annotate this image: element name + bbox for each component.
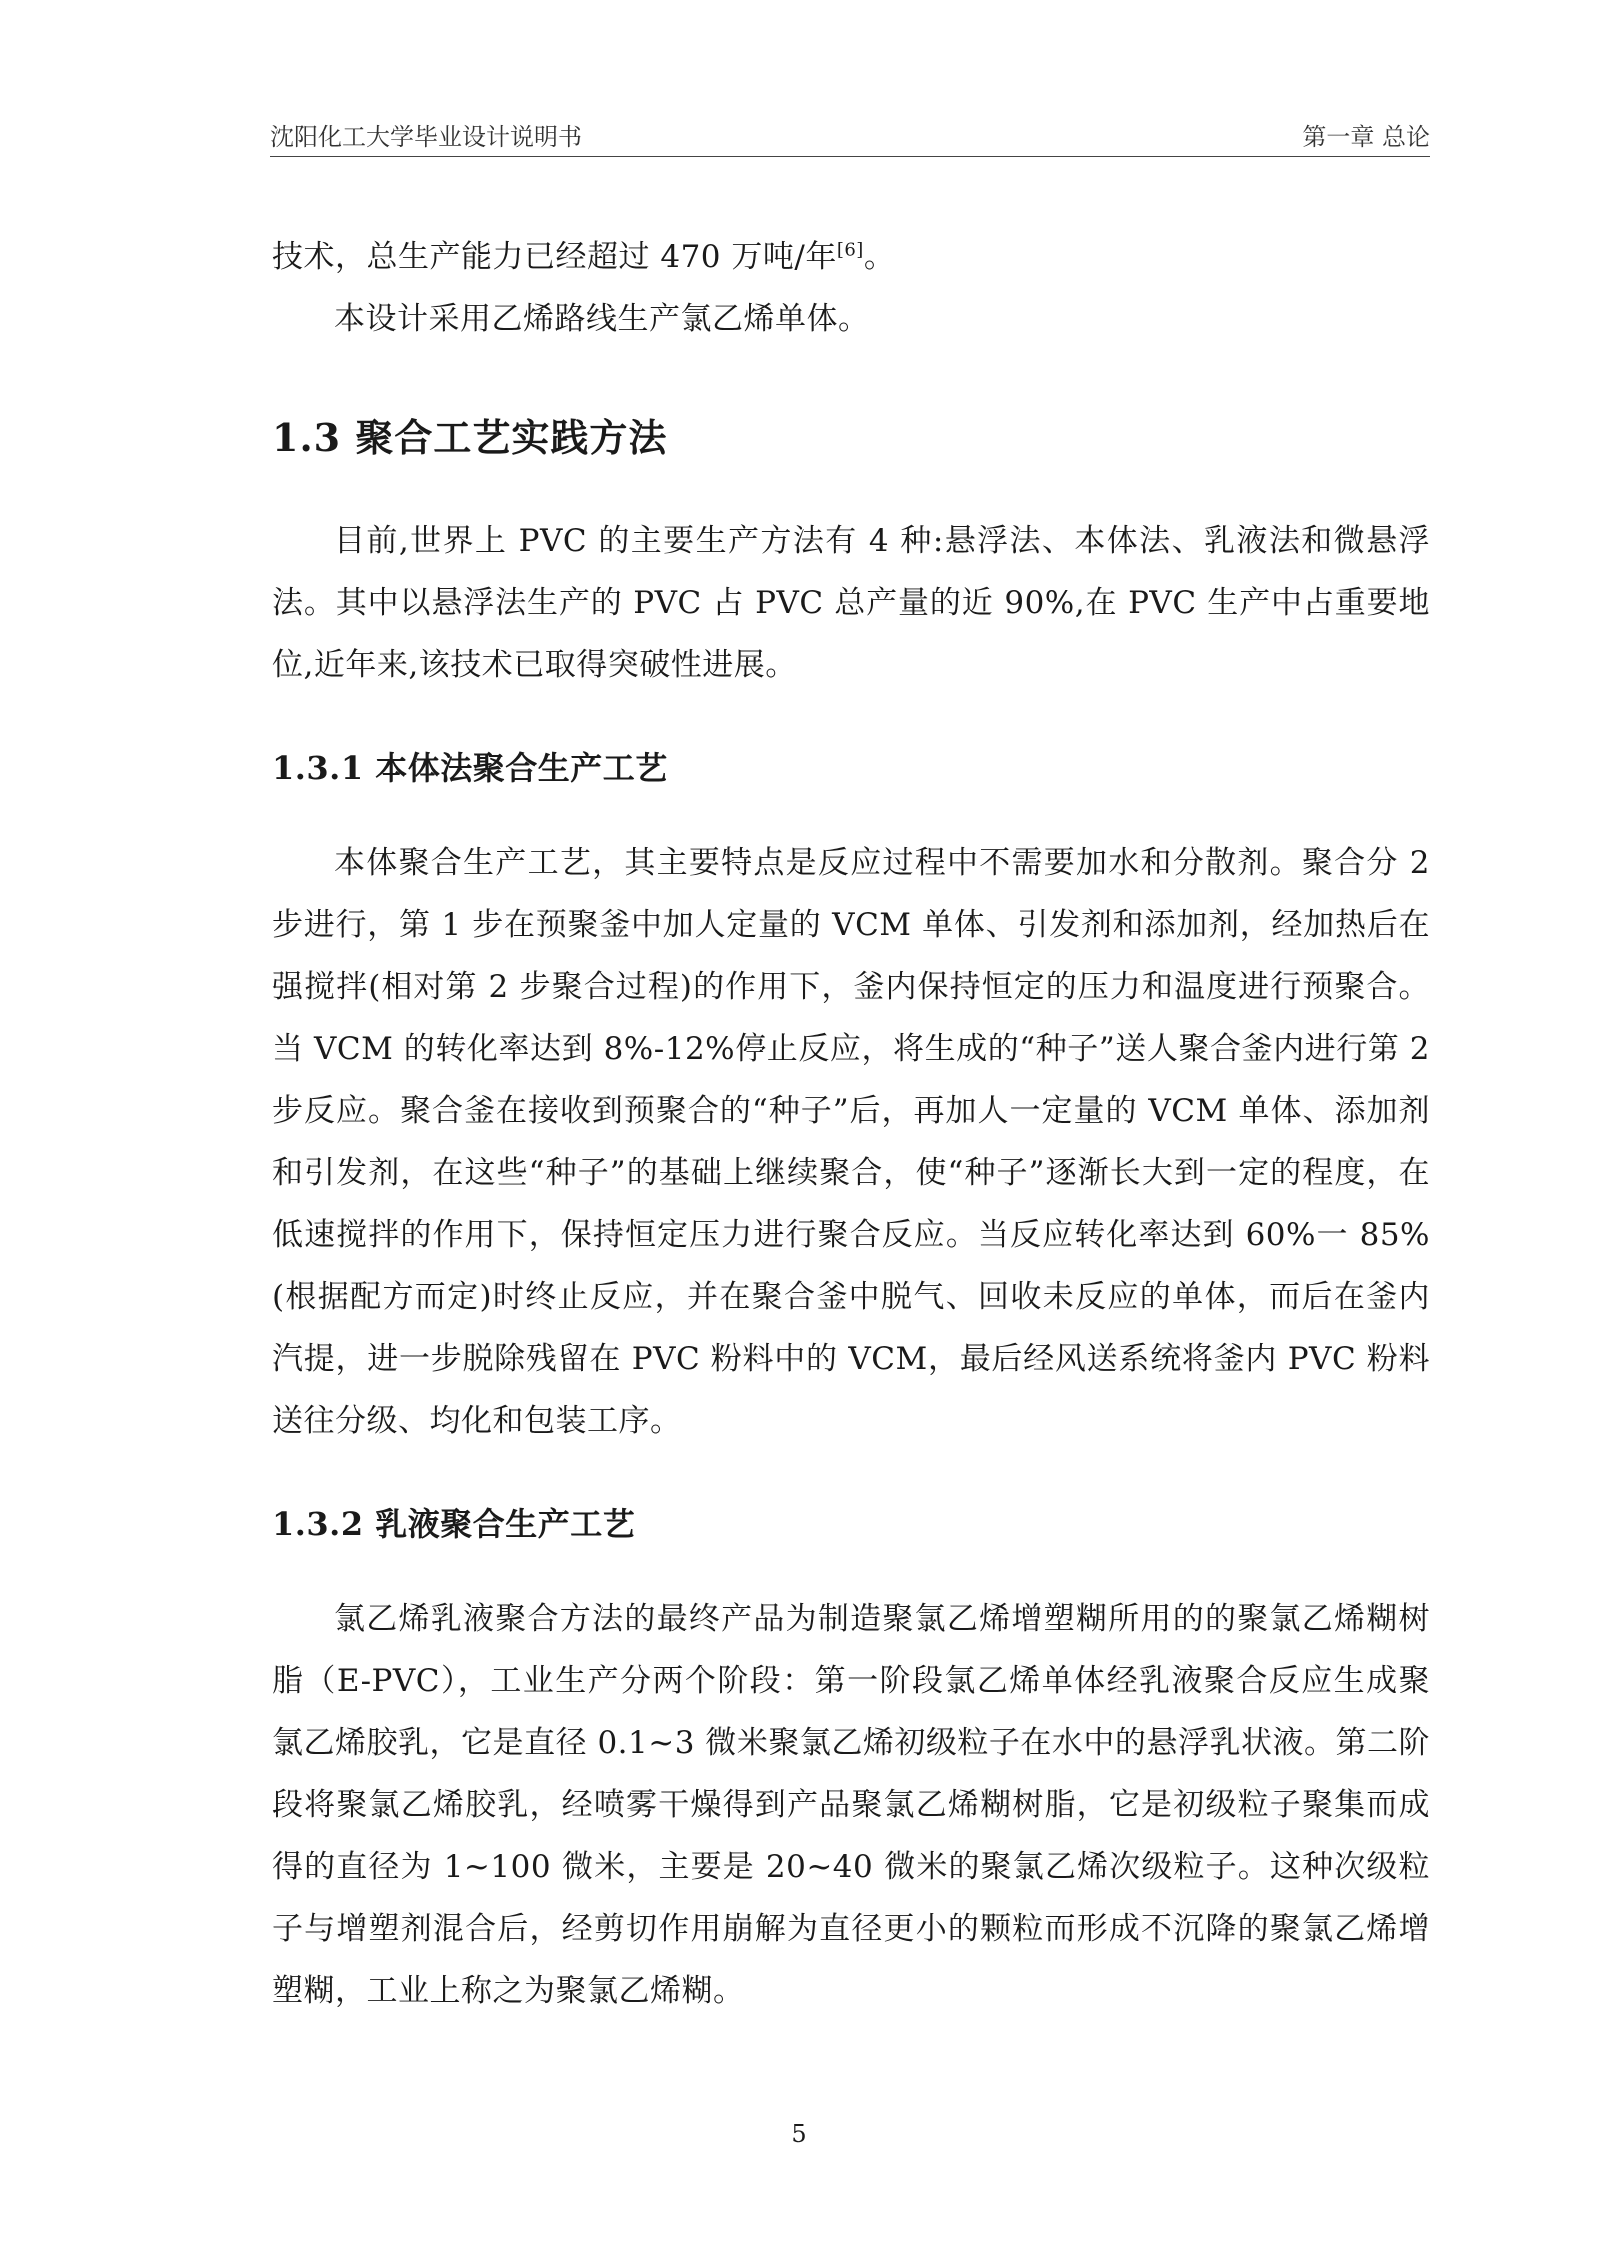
page-header [270,108,1430,152]
citation-ref: [6] [836,239,864,261]
page-body [272,226,1430,2022]
design-route-paragraph: 本设计采用乙烯路线生产氯乙烯单体。 [334,301,870,337]
section-heading-1-3-1: 1.3.1 本体法聚合生产工艺 [272,749,668,787]
section-1-3-2-paragraph: 氯乙烯乳液聚合方法的最终产品为制造聚氯乙烯增塑糊所用的的聚氯乙烯糊树脂（E-PVC），工业生产分两个阶段：第一阶段氯乙烯单体经乳液聚合反应生成聚氯乙烯胶乳，它是直径 0.1~3 微米聚氯乙烯初级粒子在水中的悬浮乳状液。第二阶段将聚氯乙烯胶乳，经喷雾干燥得到产品聚氯乙烯糊树脂，它是初级粒子聚集而成得的直径为 1~100 微米，主要是 20~40 微米的聚氯乙烯次级粒子。这种次级粒子与增塑剂混合后，经剪切作用崩解为直径更小的颗粒而形成不沉降的聚氯乙烯增塑糊，工业上称之为聚氯乙烯糊。 [272,1601,1430,2009]
continued-paragraph-tail: 。 [863,239,896,275]
header-divider [270,156,1430,157]
page-number: 5 [791,2120,807,2148]
section-heading-1-3: 1.3 聚合工艺实践方法 [272,415,668,460]
section-heading-1-3-2: 1.3.2 乳液聚合生产工艺 [272,1505,636,1543]
header-school-title: 沈阳化工大学毕业设计说明书 [270,123,582,151]
continued-paragraph-text: 技术，总生产能力已经超过 470 万吨/年 [272,239,837,275]
continued-paragraph [272,226,1430,288]
header-chapter-title: 第一章 总论 [1302,123,1430,151]
section-1-3-intro: 目前,世界上 PVC 的主要生产方法有 4 种:悬浮法、本体法、乳液法和微悬浮法。其中以悬浮法生产的 PVC 占 PVC 总产量的近 90%,在 PVC 生产中占重要地位,近年来,该技术已取得突破性进展。 [272,523,1430,683]
section-1-3-1-paragraph: 本体聚合生产工艺，其主要特点是反应过程中不需要加水和分散剂。聚合分 2 步进行，第 1 步在预聚釜中加人定量的 VCM 单体、引发剂和添加剂，经加热后在强搅拌(相对第 2 步聚合过程)的作用下，釜内保持恒定的压力和温度进行预聚合。当 VCM 的转化率达到 8%-12%停止反应，将生成的“种子”送人聚合釜内进行第 2 步反应。聚合釜在接收到预聚合的“种子”后，再加人一定量的 VCM 单体、添加剂和引发剂，在这些“种子”的基础上继续聚合，使“种子”逐渐长大到一定的程度，在低速搅拌的作用下，保持恒定压力进行聚合反应。当反应转化率达到 60%一 85%(根据配方而定)时终止反应，并在聚合釜中脱气、回收未反应的单体，而后在釜内汽提，进一步脱除残留在 PVC 粉料中的 VCM，最后经风送系统将釜内 PVC 粉料送往分级、均化和包装工序。 [272,845,1430,1439]
